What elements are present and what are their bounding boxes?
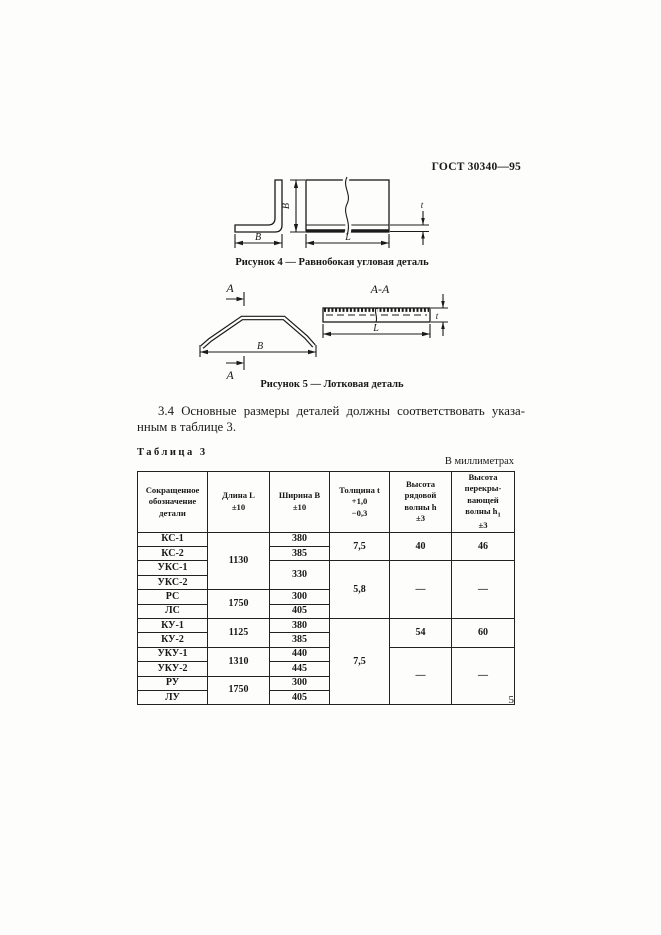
- column-header: Сокращенное обозначение детали: [138, 472, 208, 533]
- table-cell: 60: [452, 619, 515, 648]
- table-cell: 1125: [208, 619, 270, 648]
- fig4-dim-l-label: L: [345, 232, 351, 243]
- figure5-caption: Рисунок 5 — Лотковая деталь: [260, 379, 404, 390]
- table-cell: УКС-1: [138, 561, 208, 575]
- table-cell: КУ-2: [138, 633, 208, 647]
- dimensions-table: [137, 471, 515, 705]
- fig4-dim-b-left-label: В: [254, 232, 262, 243]
- table-cell: РУ: [138, 676, 208, 690]
- document-code: ГОСТ 30340—95: [431, 161, 521, 173]
- fig5-section-mark-top: А: [226, 281, 234, 295]
- fig4-dim-t-label: t: [420, 200, 424, 210]
- table-cell: ЛС: [138, 604, 208, 618]
- table-cell: —: [452, 647, 515, 705]
- table-cell: 7,5: [330, 619, 390, 705]
- table-cell: 54: [390, 619, 452, 648]
- table-cell: 380: [270, 532, 330, 546]
- table-cell: —: [390, 647, 452, 705]
- table-cell: УКУ-1: [138, 647, 208, 661]
- table-cell: —: [390, 561, 452, 619]
- angle-profile-shape: [235, 180, 282, 232]
- table-cell: ЛУ: [138, 690, 208, 704]
- fig5-dim-t-label: t: [435, 311, 439, 321]
- fig4-dim-b-right-label: В: [281, 202, 292, 210]
- table-cell: УКС-2: [138, 575, 208, 589]
- figure4-caption: Рисунок 4 — Равнобокая угловая деталь: [235, 257, 429, 268]
- paragraph-3-4: [137, 404, 525, 435]
- table-cell: 7,5: [330, 532, 390, 561]
- table-cell: —: [452, 561, 515, 619]
- column-header: Высота рядовой волны h ±3: [390, 472, 452, 533]
- table-cell: 1750: [208, 590, 270, 619]
- paragraph-line-1: 3.4 Основные размеры деталей должны соответствовать указа-: [158, 404, 525, 418]
- table-body: [138, 532, 515, 705]
- table-cell: 405: [270, 690, 330, 704]
- table-cell: 1750: [208, 676, 270, 705]
- table-cell: 380: [270, 619, 330, 633]
- fig5-dim-l-label: L: [373, 323, 379, 334]
- table-cell: 445: [270, 662, 330, 676]
- table-cell: РС: [138, 590, 208, 604]
- table-cell: 5,8: [330, 561, 390, 619]
- table-cell: 300: [270, 676, 330, 690]
- table-row: [138, 532, 515, 546]
- table-cell: 405: [270, 604, 330, 618]
- table-cell: КУ-1: [138, 619, 208, 633]
- table-header-row: [138, 472, 515, 533]
- table-cell: 330: [270, 561, 330, 590]
- table-cell: 1130: [208, 532, 270, 590]
- fig5-section-title: А-А: [370, 282, 390, 296]
- column-header: Длина L ±10: [208, 472, 270, 533]
- page-number: 5: [508, 694, 514, 706]
- table-row: [138, 561, 515, 575]
- column-header: Толщина t +1,0 −0,3: [330, 472, 390, 533]
- table-cell: 1310: [208, 647, 270, 676]
- table-cell: КС-1: [138, 532, 208, 546]
- table-row: [138, 647, 515, 661]
- fig5-section-mark-bottom: А: [226, 368, 234, 380]
- column-header: Ширина В ±10: [270, 472, 330, 533]
- fig5-dim-b-label: В: [256, 341, 264, 352]
- column-header: Высота перекры- вающей волны $h_1$ ±3: [452, 472, 515, 533]
- paragraph-line-2: нным в таблице 3.: [137, 419, 237, 434]
- table-cell: 440: [270, 647, 330, 661]
- figure5-drawing: [180, 280, 470, 380]
- table-cell: 385: [270, 633, 330, 647]
- table-cell: 300: [270, 590, 330, 604]
- table-cell: КС-2: [138, 547, 208, 561]
- figure4-drawing: [226, 175, 441, 253]
- table-row: [138, 619, 515, 633]
- table-cell: 46: [452, 532, 515, 561]
- table-cell: УКУ-2: [138, 662, 208, 676]
- table-cell: 385: [270, 547, 330, 561]
- table-title: Таблица 3: [137, 447, 208, 458]
- table-cell: 40: [390, 532, 452, 561]
- table-units-note: В миллиметрах: [444, 456, 514, 467]
